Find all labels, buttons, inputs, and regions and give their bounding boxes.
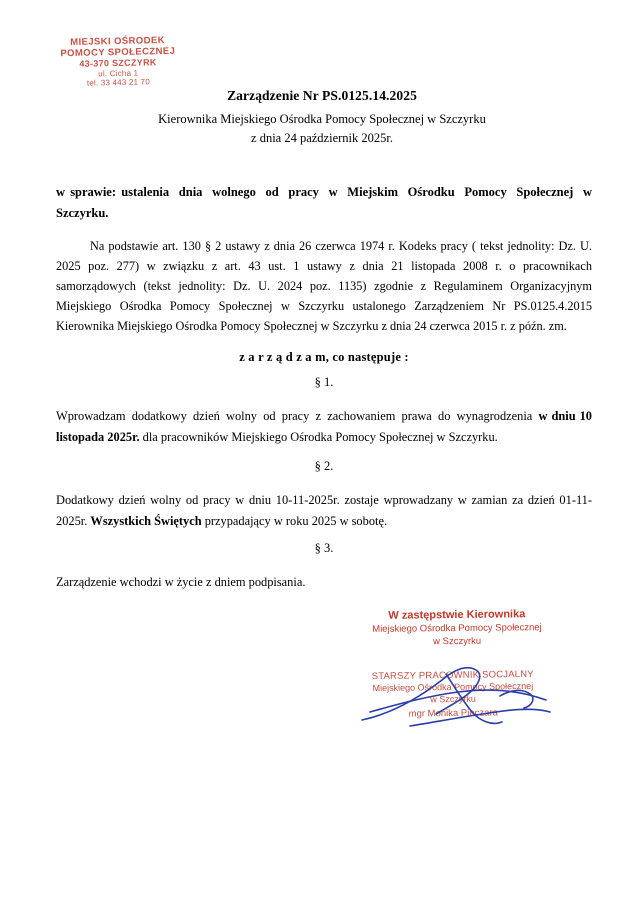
subject-paragraph — [56, 182, 592, 223]
office-stamp-header — [47, 35, 188, 90]
signer-stamp-line-3: w Szczyrku — [430, 693, 476, 705]
signer-stamp-line-2: Miejskiego Ośrodka Pomocy Społecznej — [372, 681, 534, 694]
deputy-stamp-line-2: Miejskiego Ośrodka Pomocy Społecznej — [372, 621, 542, 635]
section-1-part-1: Wprowadzam dodatkowy dzień wolny od pracy z zachowaniem prawa do wynagrodzenia — [56, 409, 539, 423]
subtitle-line-2: z dnia 24 październik 2025r. — [251, 131, 393, 146]
section-2-part-1: Dodatkowy dzień wolny od pracy w dniu 10-11-2025r. zostaje wprowadzany w zamian za dzień 01-11-2025r. — [56, 493, 592, 528]
section-2-part-3: przypadający w roku 2025 w sobotę. — [201, 513, 388, 528]
subject-label: w sprawie: — [56, 185, 117, 199]
signer-stamp-line-1: STARSZY PRACOWNIK SOCJALNY — [371, 668, 534, 683]
stamp-line-5: tel. 33 443 21 70 — [86, 77, 151, 89]
signature-block — [330, 608, 580, 738]
subtitle-line-1: Kierownika Miejskiego Ośrodka Pomocy Społecznej w Szczyrku — [158, 112, 486, 126]
stamp-line-2: POMOCY SPOŁECZNEJ — [60, 46, 176, 60]
signer-stamp — [340, 668, 567, 721]
section-body-1 — [56, 406, 592, 448]
deputy-stamp-line-3: w Szczyrku — [433, 635, 482, 647]
deputy-stamp — [352, 607, 562, 650]
signer-stamp-name: mgr Monika Pieczara — [408, 707, 498, 720]
page-title: Zarządzenie Nr PS.0125.14.2025 — [227, 88, 417, 103]
section-1-part-3: dla pracowników Miejskiego Ośrodka Pomocy Społecznej w Szczyrku. — [139, 429, 498, 444]
document-subtitle — [56, 110, 588, 149]
section-mark-3: § 3. — [314, 541, 334, 555]
section-body-3 — [56, 572, 592, 593]
order-declaration: z a r z ą d z a m, co następuje : — [239, 350, 409, 364]
section-mark-2: § 2. — [314, 459, 334, 473]
stamp-line-1: MIEJSKI OŚRODEK — [70, 35, 166, 48]
stamp-line-4: ul. Cicha 1 — [98, 68, 139, 79]
deputy-stamp-line-1: W zastępstwie Kierownika — [388, 608, 526, 622]
stamp-line-3: 43-370 SZCZYRK — [79, 57, 157, 70]
section-2-part-2: Wszystkich Świętych — [90, 513, 202, 528]
section-3-part-1: Zarządzenie wchodzi w życie z dniem podpisania. — [56, 575, 306, 589]
section-mark-1: § 1. — [314, 375, 334, 389]
section-1-part-2: w dniu 10 listopada 2025r. — [56, 409, 592, 444]
subject-text: ustalenia dnia wolnego od pracy w Miejskim Ośrodku Pomocy Społecznej w Szczyrku. — [56, 185, 592, 220]
section-body-2 — [56, 490, 592, 532]
legal-basis-paragraph: Na podstawie art. 130 § 2 ustawy z dnia 26 czerwca 1974 r. Kodeks pracy ( tekst jednolity: Dz. U. 2025 poz. 277) w związku z art. 43 ust. 1 ustawy z dnia 21 listopada 2008 r. o pracownikach samorządowych (tekst jednolity: Dz. U. 2024 poz. 1135) zgodnie z Regulaminem Organizacyjnym Miejskiego Ośrodka Pomocy Społecznej w Szczyrku ustalonego Zarządzeniem Nr PS.0125.4.2015 Kierownika Miejskiego Ośrodka Pomocy Społecznej w Szczyrku z dnia 24 czerwca 2015 r. z późn. zm. — [56, 239, 592, 333]
